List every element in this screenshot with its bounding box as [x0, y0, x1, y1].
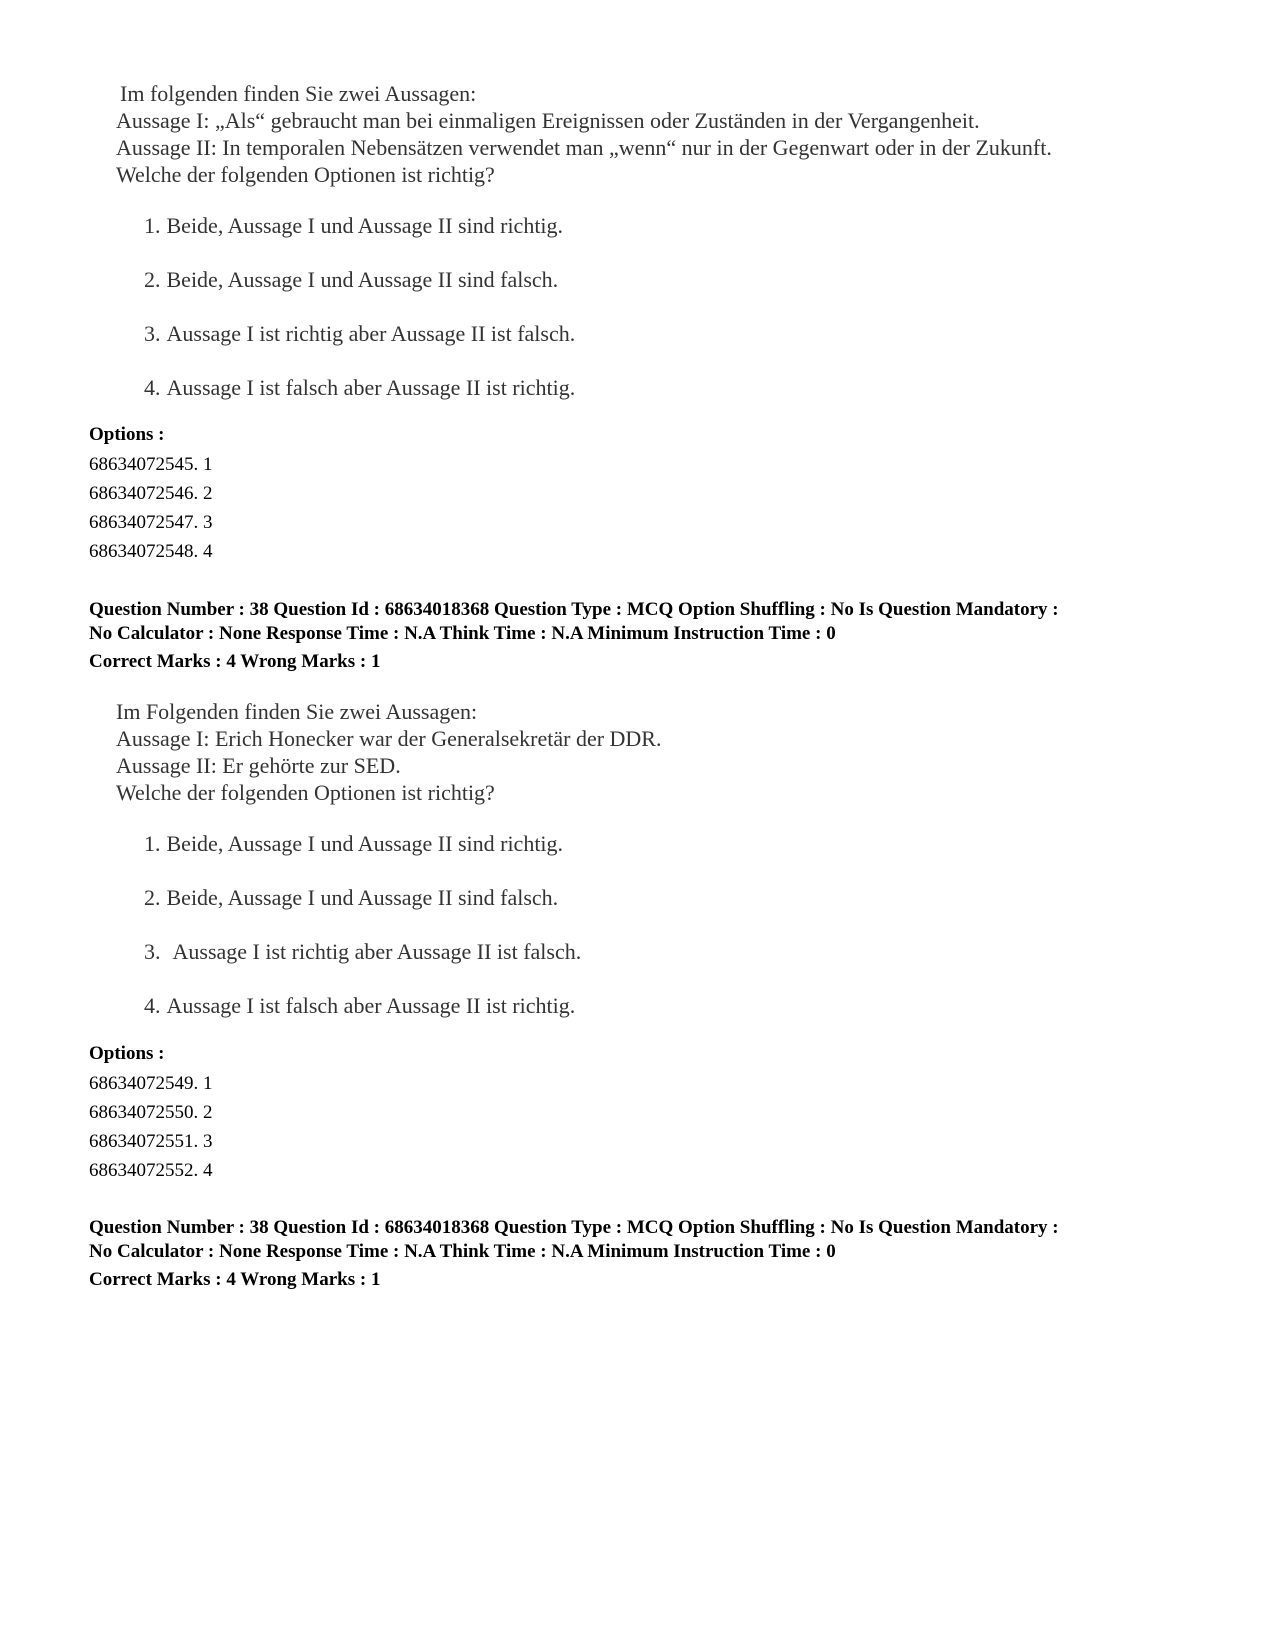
choice-item [144, 884, 1136, 938]
choice-number: 4. [144, 375, 161, 400]
choice-number: 4. [144, 993, 161, 1018]
choice-number: 2. [144, 267, 161, 292]
choice-number: 3. [144, 939, 161, 964]
choice-number: 3. [144, 321, 161, 346]
statement-1: Aussage I: Erich Honecker war der Generalsekretär der DDR. [116, 726, 662, 751]
marks-line: Correct Marks : 4 Wrong Marks : 1 [89, 1269, 381, 1290]
question-intro: Im Folgenden finden Sie zwei Aussagen: [116, 699, 478, 724]
meta-line-2: No Calculator : None Response Time : N.A Think Time : N.A Minimum Instruction Time : 0 [89, 623, 836, 644]
option-line: 68634072545. 1 [89, 454, 213, 475]
option-line: 68634072549. 1 [89, 1073, 213, 1094]
choice-number: 1. [144, 831, 161, 856]
choice-item [144, 266, 1136, 320]
option-line: 68634072551. 3 [89, 1131, 213, 1152]
meta-line-2: No Calculator : None Response Time : N.A Think Time : N.A Minimum Instruction Time : 0 [89, 1241, 836, 1262]
choice-list [116, 830, 1136, 1046]
choice-item [144, 320, 1136, 374]
choice-number: 1. [144, 213, 161, 238]
choice-list [116, 212, 1136, 428]
option-line: 68634072546. 2 [89, 483, 213, 504]
options-title: Options : [89, 424, 165, 445]
options-block-2 [89, 1039, 213, 1185]
options-block-1 [89, 420, 213, 566]
choice-item [144, 830, 1136, 884]
choice-number: 2. [144, 885, 161, 910]
choice-text: Beide, Aussage I und Aussage II sind richtig. [166, 831, 564, 856]
meta-line-1: Question Number : 38 Question Id : 68634018368 Question Type : MCQ Option Shuffling : No Is Question Mandatory : [89, 1217, 1059, 1238]
question-meta-1 [89, 598, 1199, 674]
statement-2: Aussage II: In temporalen Nebensätzen verwendet man „wenn“ nur in der Gegenwart oder in der Zukunft. [116, 135, 1052, 160]
choice-text: Aussage I ist falsch aber Aussage II ist richtig. [166, 375, 576, 400]
question-image-1 [116, 80, 1136, 428]
question-meta-2 [89, 1216, 1199, 1292]
meta-line-1: Question Number : 38 Question Id : 68634018368 Question Type : MCQ Option Shuffling : No Is Question Mandatory : [89, 599, 1059, 620]
options-title: Options : [89, 1043, 165, 1064]
choice-item [144, 212, 1136, 266]
choice-item [144, 992, 1136, 1046]
question-prompt: Welche der folgenden Optionen ist richtig? [116, 162, 495, 187]
marks-line: Correct Marks : 4 Wrong Marks : 1 [89, 651, 381, 672]
choice-text: Beide, Aussage I und Aussage II sind falsch. [166, 885, 559, 910]
option-line: 68634072552. 4 [89, 1160, 213, 1181]
choice-item [144, 938, 1136, 992]
choice-text: Beide, Aussage I und Aussage II sind richtig. [166, 213, 564, 238]
choice-text: Beide, Aussage I und Aussage II sind falsch. [166, 267, 559, 292]
statement-1: Aussage I: „Als“ gebraucht man bei einmaligen Ereignissen oder Zuständen in der Vergangenheit. [116, 108, 980, 133]
option-line: 68634072548. 4 [89, 541, 213, 562]
choice-text: Aussage I ist richtig aber Aussage II ist falsch. [166, 321, 576, 346]
question-intro: Im folgenden finden Sie zwei Aussagen: [120, 81, 477, 106]
option-line: 68634072550. 2 [89, 1102, 213, 1123]
option-line: 68634072547. 3 [89, 512, 213, 533]
choice-item [144, 374, 1136, 428]
question-image-2 [116, 698, 1136, 1046]
choice-text: Aussage I ist richtig aber Aussage II ist falsch. [172, 939, 582, 964]
statement-2: Aussage II: Er gehörte zur SED. [116, 753, 401, 778]
choice-text: Aussage I ist falsch aber Aussage II ist richtig. [166, 993, 576, 1018]
question-prompt: Welche der folgenden Optionen ist richtig? [116, 780, 495, 805]
